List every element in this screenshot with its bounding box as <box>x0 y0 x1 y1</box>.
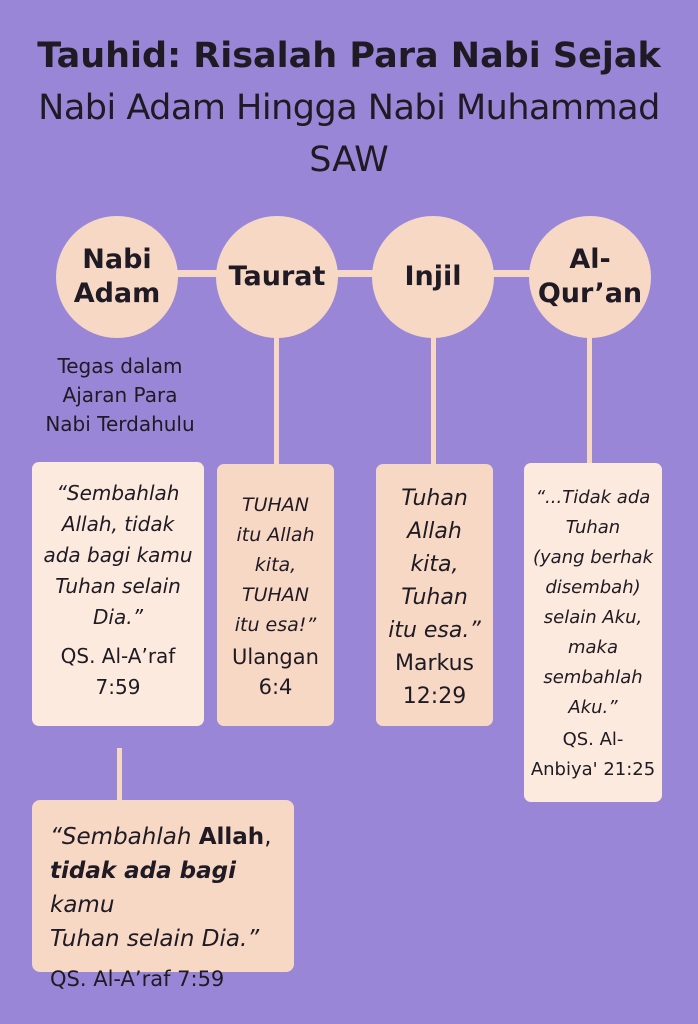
quote-line: Tuhan selain <box>55 574 181 598</box>
card-ulangan <box>217 464 334 726</box>
page-title <box>0 30 698 186</box>
quote-line: ada bagi kamu <box>43 543 193 567</box>
title-line-2: Nabi Adam Hingga Nabi Muhammad <box>38 88 660 128</box>
card-markus <box>376 464 493 726</box>
quote-line: (yang berhak <box>532 547 654 568</box>
quote-line: itu Allah <box>236 524 315 546</box>
quote-line: Dia.” <box>93 605 143 629</box>
quote-line: itu esa.” <box>388 618 481 643</box>
highlight-line-2 <box>50 854 294 922</box>
reference-line: QS. Al-A’raf <box>60 644 176 668</box>
quote-line: Tuhan <box>401 585 468 610</box>
title-line-3: SAW <box>309 140 389 180</box>
connector-injil <box>431 330 436 466</box>
title-line-1: Tauhid: Risalah Para Nabi Sejak <box>37 36 661 76</box>
highlight-line-3 <box>50 922 294 956</box>
quote-line: TUHAN <box>241 584 309 606</box>
node-al-quran <box>529 216 651 338</box>
node-nabi-adam <box>56 216 178 338</box>
quote-line: selain Aku, <box>543 607 643 628</box>
node-label-2: Qur’an <box>537 278 643 309</box>
quote-line: Aku.” <box>568 697 618 718</box>
quote-line: “...Tidak ada <box>535 487 651 508</box>
note-line: Nabi Terdahulu <box>45 412 195 436</box>
node-injil <box>372 216 494 338</box>
reference-line: 12:29 <box>402 684 467 709</box>
reference-line: Anbiya' 21:25 <box>530 759 656 780</box>
quote-part: , <box>264 824 272 850</box>
card-al-anbiya <box>524 463 662 802</box>
reference-line: 6:4 <box>258 675 293 699</box>
quote-line: TUHAN <box>241 494 309 516</box>
note-line: Tegas dalam <box>57 354 183 378</box>
highlight-line-1 <box>50 820 294 854</box>
quote-line: disembah) <box>545 577 641 598</box>
connector-taurat <box>274 330 279 466</box>
connector-alquran <box>587 330 592 466</box>
quote-line: itu esa!” <box>234 614 317 636</box>
quote-part: Tuhan selain Dia.” <box>50 926 260 952</box>
node-label-1: Al- <box>569 244 611 275</box>
card-al-araf <box>32 462 204 726</box>
node-taurat <box>216 216 338 338</box>
note-line: Ajaran Para <box>62 383 178 407</box>
quote-line: Allah <box>407 519 462 544</box>
highlight-reference: QS. Al-A’raf 7:59 <box>50 967 225 991</box>
quote-emphasis: tidak ada bagi <box>50 858 237 884</box>
connector-highlight <box>117 748 122 802</box>
quote-line: kita, <box>254 554 297 576</box>
quote-emphasis: Allah <box>198 824 265 850</box>
quote-part: kamu <box>50 892 115 918</box>
reference-line: QS. Al- <box>562 729 624 750</box>
quote-line: maka <box>567 637 619 658</box>
reference-line: Markus <box>395 651 474 676</box>
quote-part: “Sembahlah <box>50 824 199 850</box>
reference-line: Ulangan <box>232 645 319 669</box>
quote-line: Allah, tidak <box>61 512 175 536</box>
quote-line: sembahlah <box>543 667 643 688</box>
node-label: Taurat <box>228 261 326 292</box>
node-label-1: Nabi <box>82 244 152 275</box>
node-label: Injil <box>404 261 462 292</box>
reference-line: 7:59 <box>95 675 141 699</box>
adam-note <box>30 352 210 439</box>
quote-line: Tuhan <box>401 486 468 511</box>
quote-line: kita, <box>410 552 459 577</box>
node-label-2: Adam <box>73 278 161 309</box>
quote-line: “Sembahlah <box>56 481 180 505</box>
quote-line: Tuhan <box>565 517 621 538</box>
highlight-card <box>32 800 294 991</box>
